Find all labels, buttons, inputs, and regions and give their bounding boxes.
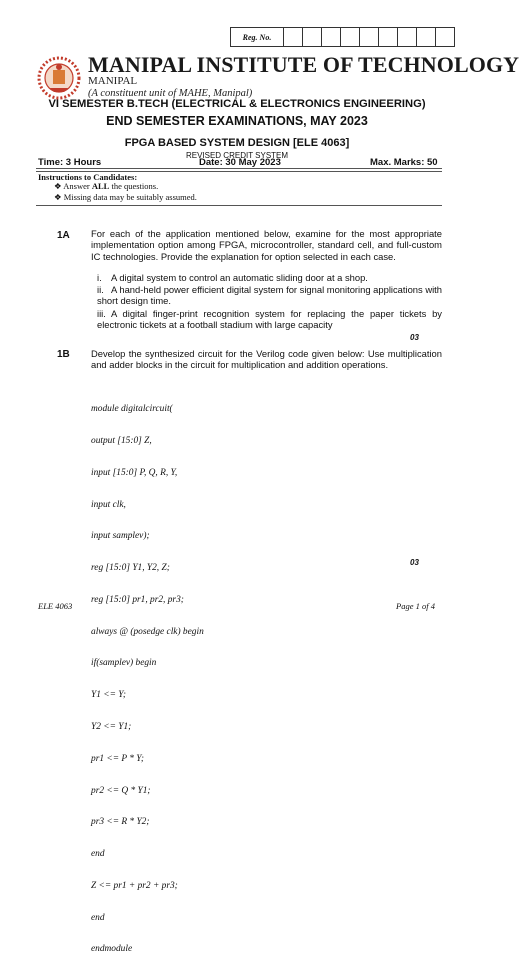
semester-line: VI SEMESTER B.TECH (ELECTRICAL & ELECTRONICS ENGINEERING) bbox=[48, 98, 426, 110]
code-line: pr3 <= R * Y2; bbox=[91, 817, 150, 828]
code-line: end bbox=[91, 849, 105, 860]
bullet-diamond-icon: ❖ bbox=[54, 181, 62, 191]
question-number: 1B bbox=[57, 349, 70, 360]
part-number: iii. bbox=[97, 308, 106, 319]
reg-no-cell bbox=[360, 27, 379, 47]
max-marks: Max. Marks: 50 bbox=[370, 157, 438, 168]
reg-no-cell bbox=[303, 27, 322, 47]
footer-course-code: ELE 4063 bbox=[38, 601, 73, 611]
code-line: pr1 <= P * Y; bbox=[91, 753, 145, 764]
part-text: A digital system to control an automatic sliding door at a shop. bbox=[111, 272, 368, 283]
reg-no-cell bbox=[341, 27, 360, 47]
divider bbox=[36, 205, 442, 206]
code-line: module digitalcircuit( bbox=[91, 404, 173, 415]
institute-logo-icon bbox=[36, 54, 82, 100]
reg-no-cell bbox=[417, 27, 436, 47]
reg-no-cell bbox=[436, 27, 455, 47]
code-line: end bbox=[91, 912, 105, 923]
question-part bbox=[97, 284, 442, 307]
code-line: always @ (posedge clk) begin bbox=[91, 626, 204, 637]
part-text: A hand-held power efficient digital system for signal monitoring applications with short design time. bbox=[97, 284, 442, 307]
instruction-item: ❖ Answer ALL the questions. bbox=[54, 181, 159, 191]
question-text: For each of the application mentioned below, examine for the most appropriate implementation option among FPGA, microcontroller, standard cell, and full-custom IC technologies. Provide the explanation for option selected in each case. bbox=[91, 228, 442, 262]
institute-name: MANIPAL INSTITUTE OF TECHNOLOGY bbox=[88, 52, 519, 77]
code-line: Z <= pr1 + pr2 + pr3; bbox=[91, 880, 178, 891]
question-marks: 03 bbox=[410, 558, 419, 567]
exam-time: Time: 3 Hours bbox=[38, 157, 102, 168]
code-line: endmodule bbox=[91, 944, 133, 955]
code-line: input clk, bbox=[91, 499, 126, 510]
exam-date: Date: 30 May 2023 bbox=[199, 157, 281, 168]
question-part bbox=[97, 308, 442, 331]
question-number: 1A bbox=[57, 230, 70, 241]
part-number: i. bbox=[97, 272, 102, 283]
footer-page-number: Page 1 of 4 bbox=[396, 601, 435, 611]
credit-system: REVISED CREDIT SYSTEM bbox=[185, 151, 289, 160]
reg-no-cell bbox=[379, 27, 398, 47]
instructions-title: Instructions to Candidates: bbox=[38, 172, 138, 182]
reg-no-cell bbox=[322, 27, 341, 47]
reg-no-cell bbox=[284, 27, 303, 47]
code-line: if(samplev) begin bbox=[91, 658, 157, 669]
code-line: output [15:0] Z, bbox=[91, 435, 152, 446]
divider bbox=[36, 168, 442, 169]
code-line: pr2 <= Q * Y1; bbox=[91, 785, 151, 796]
question-marks: 03 bbox=[410, 333, 419, 342]
verilog-code-block bbox=[91, 383, 204, 966]
subject-title: FPGA BASED SYSTEM DESIGN [ELE 4063] bbox=[124, 137, 350, 149]
institute-city: MANIPAL bbox=[88, 75, 138, 87]
question-text: Develop the synthesized circuit for the Verilog code given below: Use multiplication and adder blocks in the circuit for multiplication and addition operations. bbox=[91, 348, 442, 371]
reg-no-box bbox=[230, 27, 455, 47]
reg-no-cell bbox=[398, 27, 417, 47]
question-part bbox=[97, 272, 442, 283]
institute-tagline: (A constituent unit of MAHE, Manipal) bbox=[88, 88, 253, 99]
reg-no-label: Reg. No. bbox=[230, 27, 284, 47]
code-line: input [15:0] P, Q, R, Y, bbox=[91, 467, 178, 478]
exam-line: END SEMESTER EXAMINATIONS, MAY 2023 bbox=[106, 114, 368, 128]
code-line: Y2 <= Y1; bbox=[91, 722, 132, 732]
code-line: Y1 <= Y; bbox=[91, 690, 126, 701]
code-line: reg [15:0] pr1, pr2, pr3; bbox=[91, 594, 184, 605]
part-number: ii. bbox=[97, 284, 104, 295]
part-text: A digital finger-print recognition system for replacing the paper tickets by electronic tickets at a football stadium with large capacity bbox=[97, 308, 442, 331]
code-line: reg [15:0] Y1, Y2, Z; bbox=[91, 563, 170, 574]
instruction-item: ❖ Missing data may be suitably assumed. bbox=[54, 192, 197, 202]
code-line: input samplev); bbox=[91, 531, 150, 542]
bullet-diamond-icon: ❖ bbox=[54, 192, 62, 202]
